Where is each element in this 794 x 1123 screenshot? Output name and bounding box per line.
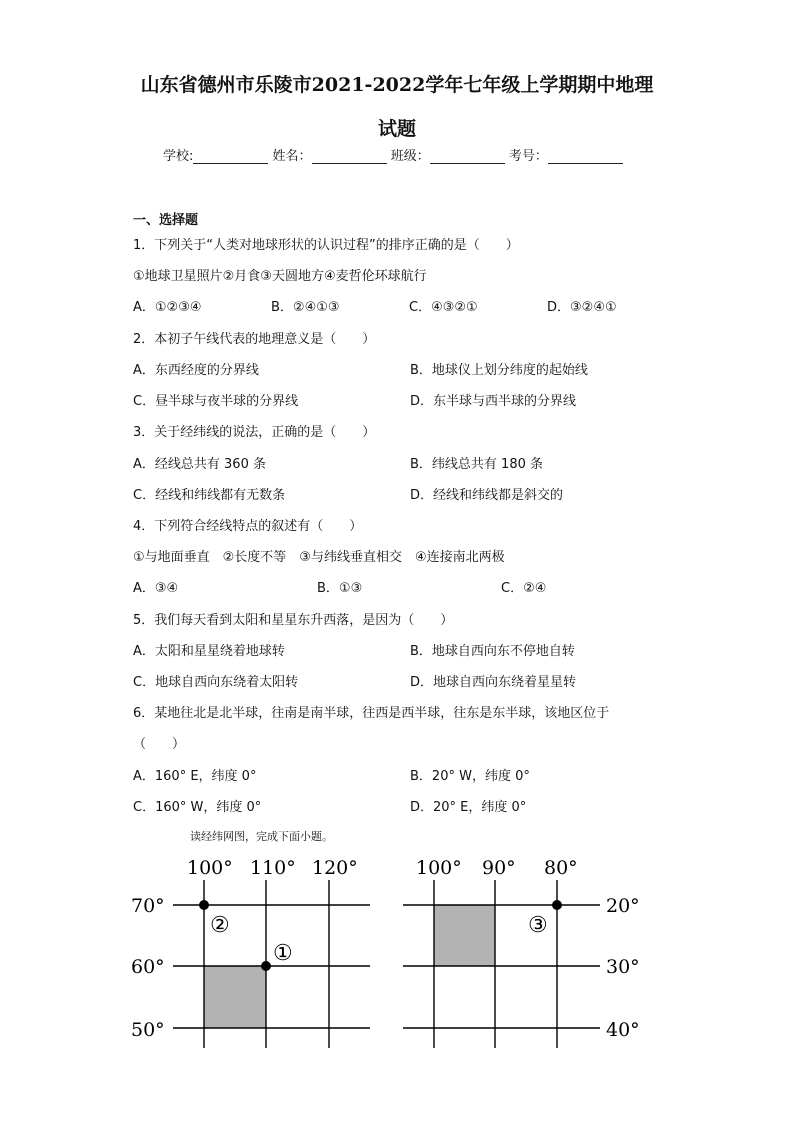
- class-blank[interactable]: [430, 149, 505, 164]
- left-shaded-cell: [204, 966, 266, 1028]
- right-top-label-1: 100°: [416, 857, 462, 879]
- question-5-option-a: A．太阳和星星绕着地球转: [133, 644, 285, 659]
- question-1-option-a: A．①②③④: [133, 300, 202, 315]
- left-side-label-1: 70°: [131, 895, 165, 917]
- question-4-option-c: C．②④: [501, 581, 547, 596]
- question-2-option-a: A．东西经度的分界线: [133, 363, 259, 378]
- question-4-option-b: B．①③: [317, 581, 363, 596]
- left-top-label-3: 120°: [312, 857, 358, 879]
- right-grid: [403, 880, 600, 1048]
- question-2-option-c: C．昼半球与夜半球的分界线: [133, 394, 299, 409]
- right-side-label-2: 30°: [606, 956, 640, 978]
- question-4-stem: 4．下列符合经线特点的叙述有（ ）: [133, 519, 363, 534]
- point-1-label: ①: [273, 941, 293, 966]
- question-6-option-a: A．160° E，纬度 0°: [133, 769, 257, 784]
- point-2-label: ②: [210, 913, 230, 938]
- question-6-stem: 6．某地往北是北半球，往南是南半球，往西是西半球，往东是东半球，该地区位于: [133, 706, 610, 721]
- student-info-line: [163, 145, 623, 164]
- question-6-stem-cont: （ ）: [133, 737, 186, 752]
- point-3-label: ③: [528, 913, 548, 938]
- right-top-label-3: 80°: [544, 857, 578, 879]
- question-3-stem: 3．关于经纬线的说法，正确的是（ ）: [133, 425, 376, 440]
- name-blank[interactable]: [312, 149, 387, 164]
- question-6-option-b: B．20° W，纬度 0°: [410, 769, 530, 784]
- question-5-option-d: D．地球自西向东绕着星星转: [410, 675, 577, 690]
- class-label: 班级：: [390, 149, 430, 164]
- latlong-grid-figure: [0, 840, 794, 1060]
- left-top-label-2: 110°: [250, 857, 296, 879]
- question-2-option-b: B．地球仪上划分纬度的起始线: [410, 363, 588, 378]
- title-line-2: 试题: [377, 118, 416, 140]
- question-4-sub: ①与地面垂直 ②长度不等 ③与纬线垂直相交 ④连接南北两极: [133, 550, 505, 565]
- left-side-label-2: 60°: [131, 956, 165, 978]
- question-1-option-d: D．③②④①: [547, 300, 617, 315]
- exam-no-blank[interactable]: [548, 149, 623, 164]
- question-3-option-b: B．纬线总共有 180 条: [410, 457, 543, 472]
- right-top-label-2: 90°: [482, 857, 516, 879]
- left-top-label-1: 100°: [187, 857, 233, 879]
- question-3-option-a: A．经线总共有 360 条: [133, 457, 266, 472]
- question-2-stem: 2．本初子午线代表的地理意义是（ ）: [133, 332, 376, 347]
- name-label: 姓名：: [272, 149, 312, 164]
- figure-instruction: 读经纬网图，完成下面小题。: [190, 830, 333, 843]
- question-5-stem: 5．我们每天看到太阳和星星东升西落，是因为（ ）: [133, 613, 454, 628]
- title-line-1: 山东省德州市乐陵市2021-2022学年七年级上学期期中地理: [140, 74, 654, 96]
- question-3-option-c: C．经线和纬线都有无数条: [133, 488, 286, 503]
- question-1-stem: 1．下列关于“人类对地球形状的认识过程”的排序正确的是（ ）: [133, 238, 519, 253]
- point-2-dot: [199, 900, 209, 910]
- left-side-label-3: 50°: [131, 1019, 165, 1041]
- section-heading: 一、选择题: [133, 213, 199, 228]
- exam-no-label: 考号：: [508, 149, 548, 164]
- right-side-label-1: 20°: [606, 895, 640, 917]
- question-1-sub: ①地球卫星照片②月食③天圆地方④麦哲伦环球航行: [133, 269, 427, 284]
- point-1-dot: [261, 961, 271, 971]
- question-1-option-b: B．②④①③: [271, 300, 340, 315]
- right-shaded-cell: [434, 905, 495, 966]
- question-5-option-c: C．地球自西向东绕着太阳转: [133, 675, 299, 690]
- point-3-dot: [552, 900, 562, 910]
- question-6-option-c: C．160° W，纬度 0°: [133, 800, 262, 815]
- school-label: 学校:: [163, 149, 194, 164]
- right-side-label-3: 40°: [606, 1019, 640, 1041]
- question-1-option-c: C．④③②①: [409, 300, 478, 315]
- question-6-option-d: D．20° E，纬度 0°: [410, 800, 527, 815]
- school-blank[interactable]: [193, 149, 268, 164]
- question-2-option-d: D．东半球与西半球的分界线: [410, 394, 577, 409]
- question-4-option-a: A．③④: [133, 581, 179, 596]
- question-5-option-b: B．地球自西向东不停地自转: [410, 644, 575, 659]
- question-3-option-d: D．经线和纬线都是斜交的: [410, 488, 564, 503]
